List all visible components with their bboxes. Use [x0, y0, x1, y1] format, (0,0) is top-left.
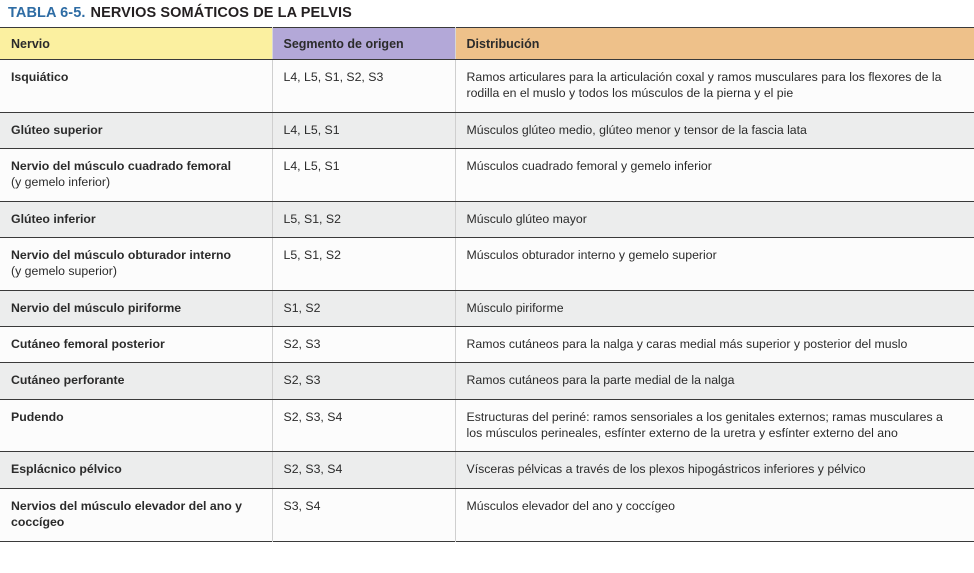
cell-nerve: [0, 112, 272, 148]
table-row: [0, 149, 974, 202]
cell-distribution: Músculo piriforme: [455, 290, 974, 326]
cell-distribution: Vísceras pélvicas a través de los plexos hipogástricos inferiores y pélvico: [455, 452, 974, 488]
cell-nerve: [0, 149, 272, 202]
cell-distribution: Músculos cuadrado femoral y gemelo inferior: [455, 149, 974, 202]
somatic-nerves-table: [0, 27, 974, 542]
nerve-name-qualifier: (y gemelo superior): [11, 264, 117, 279]
cell-distribution: Ramos cutáneos para la nalga y caras medial más superior y posterior del muslo: [455, 327, 974, 363]
nerve-name: Cutáneo femoral posterior: [11, 337, 165, 352]
table-row: [0, 290, 974, 326]
cell-distribution: Músculos glúteo medio, glúteo menor y tensor de la fascia lata: [455, 112, 974, 148]
cell-distribution: Ramos articulares para la articulación coxal y ramos musculares para los flexores de la rodilla en el muslo y todos los músculos de la pierna y el pie: [455, 60, 974, 113]
table-row: [0, 399, 974, 452]
cell-distribution: Músculos elevador del ano y coccígeo: [455, 488, 974, 541]
table-row: [0, 201, 974, 237]
cell-segment: S3, S4: [272, 488, 455, 541]
nerve-name-qualifier: (y gemelo inferior): [11, 175, 111, 190]
nerve-name: Cutáneo perforante: [11, 373, 125, 388]
table-row: [0, 112, 974, 148]
cell-segment: S2, S3: [272, 327, 455, 363]
table-body: [0, 60, 974, 542]
table-row: [0, 327, 974, 363]
table-row: [0, 363, 974, 399]
nerve-name: Nervios del músculo elevador del ano y coccígeo: [11, 498, 242, 530]
nerve-name: Isquiático: [11, 70, 69, 84]
cell-segment: S2, S3: [272, 363, 455, 399]
cell-nerve: [0, 399, 272, 452]
cell-nerve: [0, 452, 272, 488]
cell-nerve: [0, 60, 272, 113]
nerve-name: Nervio del músculo piriforme: [11, 300, 182, 315]
nerve-name: Nervio del músculo obturador interno: [11, 248, 231, 263]
nerve-name: Pudendo: [11, 409, 64, 424]
cell-segment: S2, S3, S4: [272, 452, 455, 488]
table-row: [0, 60, 974, 113]
cell-nerve: [0, 363, 272, 399]
cell-segment: L5, S1, S2: [272, 201, 455, 237]
cell-nerve: [0, 488, 272, 541]
cell-segment: L4, L5, S1: [272, 149, 455, 202]
cell-distribution: Ramos cutáneos para la parte medial de la nalga: [455, 363, 974, 399]
column-header-segment: Segmento de origen: [272, 28, 455, 60]
page-title: [0, 0, 974, 27]
table-row: [0, 488, 974, 541]
table-header: [0, 28, 974, 60]
nerve-name: Esplácnico pélvico: [11, 462, 122, 477]
column-header-nerve: Nervio: [0, 28, 272, 60]
cell-distribution: Músculos obturador interno y gemelo superior: [455, 238, 974, 291]
cell-distribution: Músculo glúteo mayor: [455, 201, 974, 237]
nerve-name: Glúteo superior: [11, 122, 103, 137]
cell-nerve: [0, 238, 272, 291]
nerve-name: Glúteo inferior: [11, 211, 96, 226]
table-number: TABLA 6-5.: [8, 5, 86, 21]
cell-segment: L4, L5, S1, S2, S3: [272, 60, 455, 113]
table-row: [0, 452, 974, 488]
table-row: [0, 238, 974, 291]
cell-segment: S1, S2: [272, 290, 455, 326]
cell-nerve: [0, 327, 272, 363]
cell-segment: S2, S3, S4: [272, 399, 455, 452]
cell-nerve: [0, 201, 272, 237]
cell-nerve: [0, 290, 272, 326]
nerve-name: Nervio del músculo cuadrado femoral: [11, 159, 232, 174]
header-row: [0, 28, 974, 60]
column-header-distribution: Distribución: [455, 28, 974, 60]
cell-segment: L4, L5, S1: [272, 112, 455, 148]
cell-distribution: Estructuras del periné: ramos sensoriales a los genitales externos; ramas musculares a los músculos perineales, esfínter externo de la uretra y esfínter externo del ano: [455, 399, 974, 452]
cell-segment: L5, S1, S2: [272, 238, 455, 291]
table-title-text: NERVIOS SOMÁTICOS DE LA PELVIS: [90, 5, 352, 21]
